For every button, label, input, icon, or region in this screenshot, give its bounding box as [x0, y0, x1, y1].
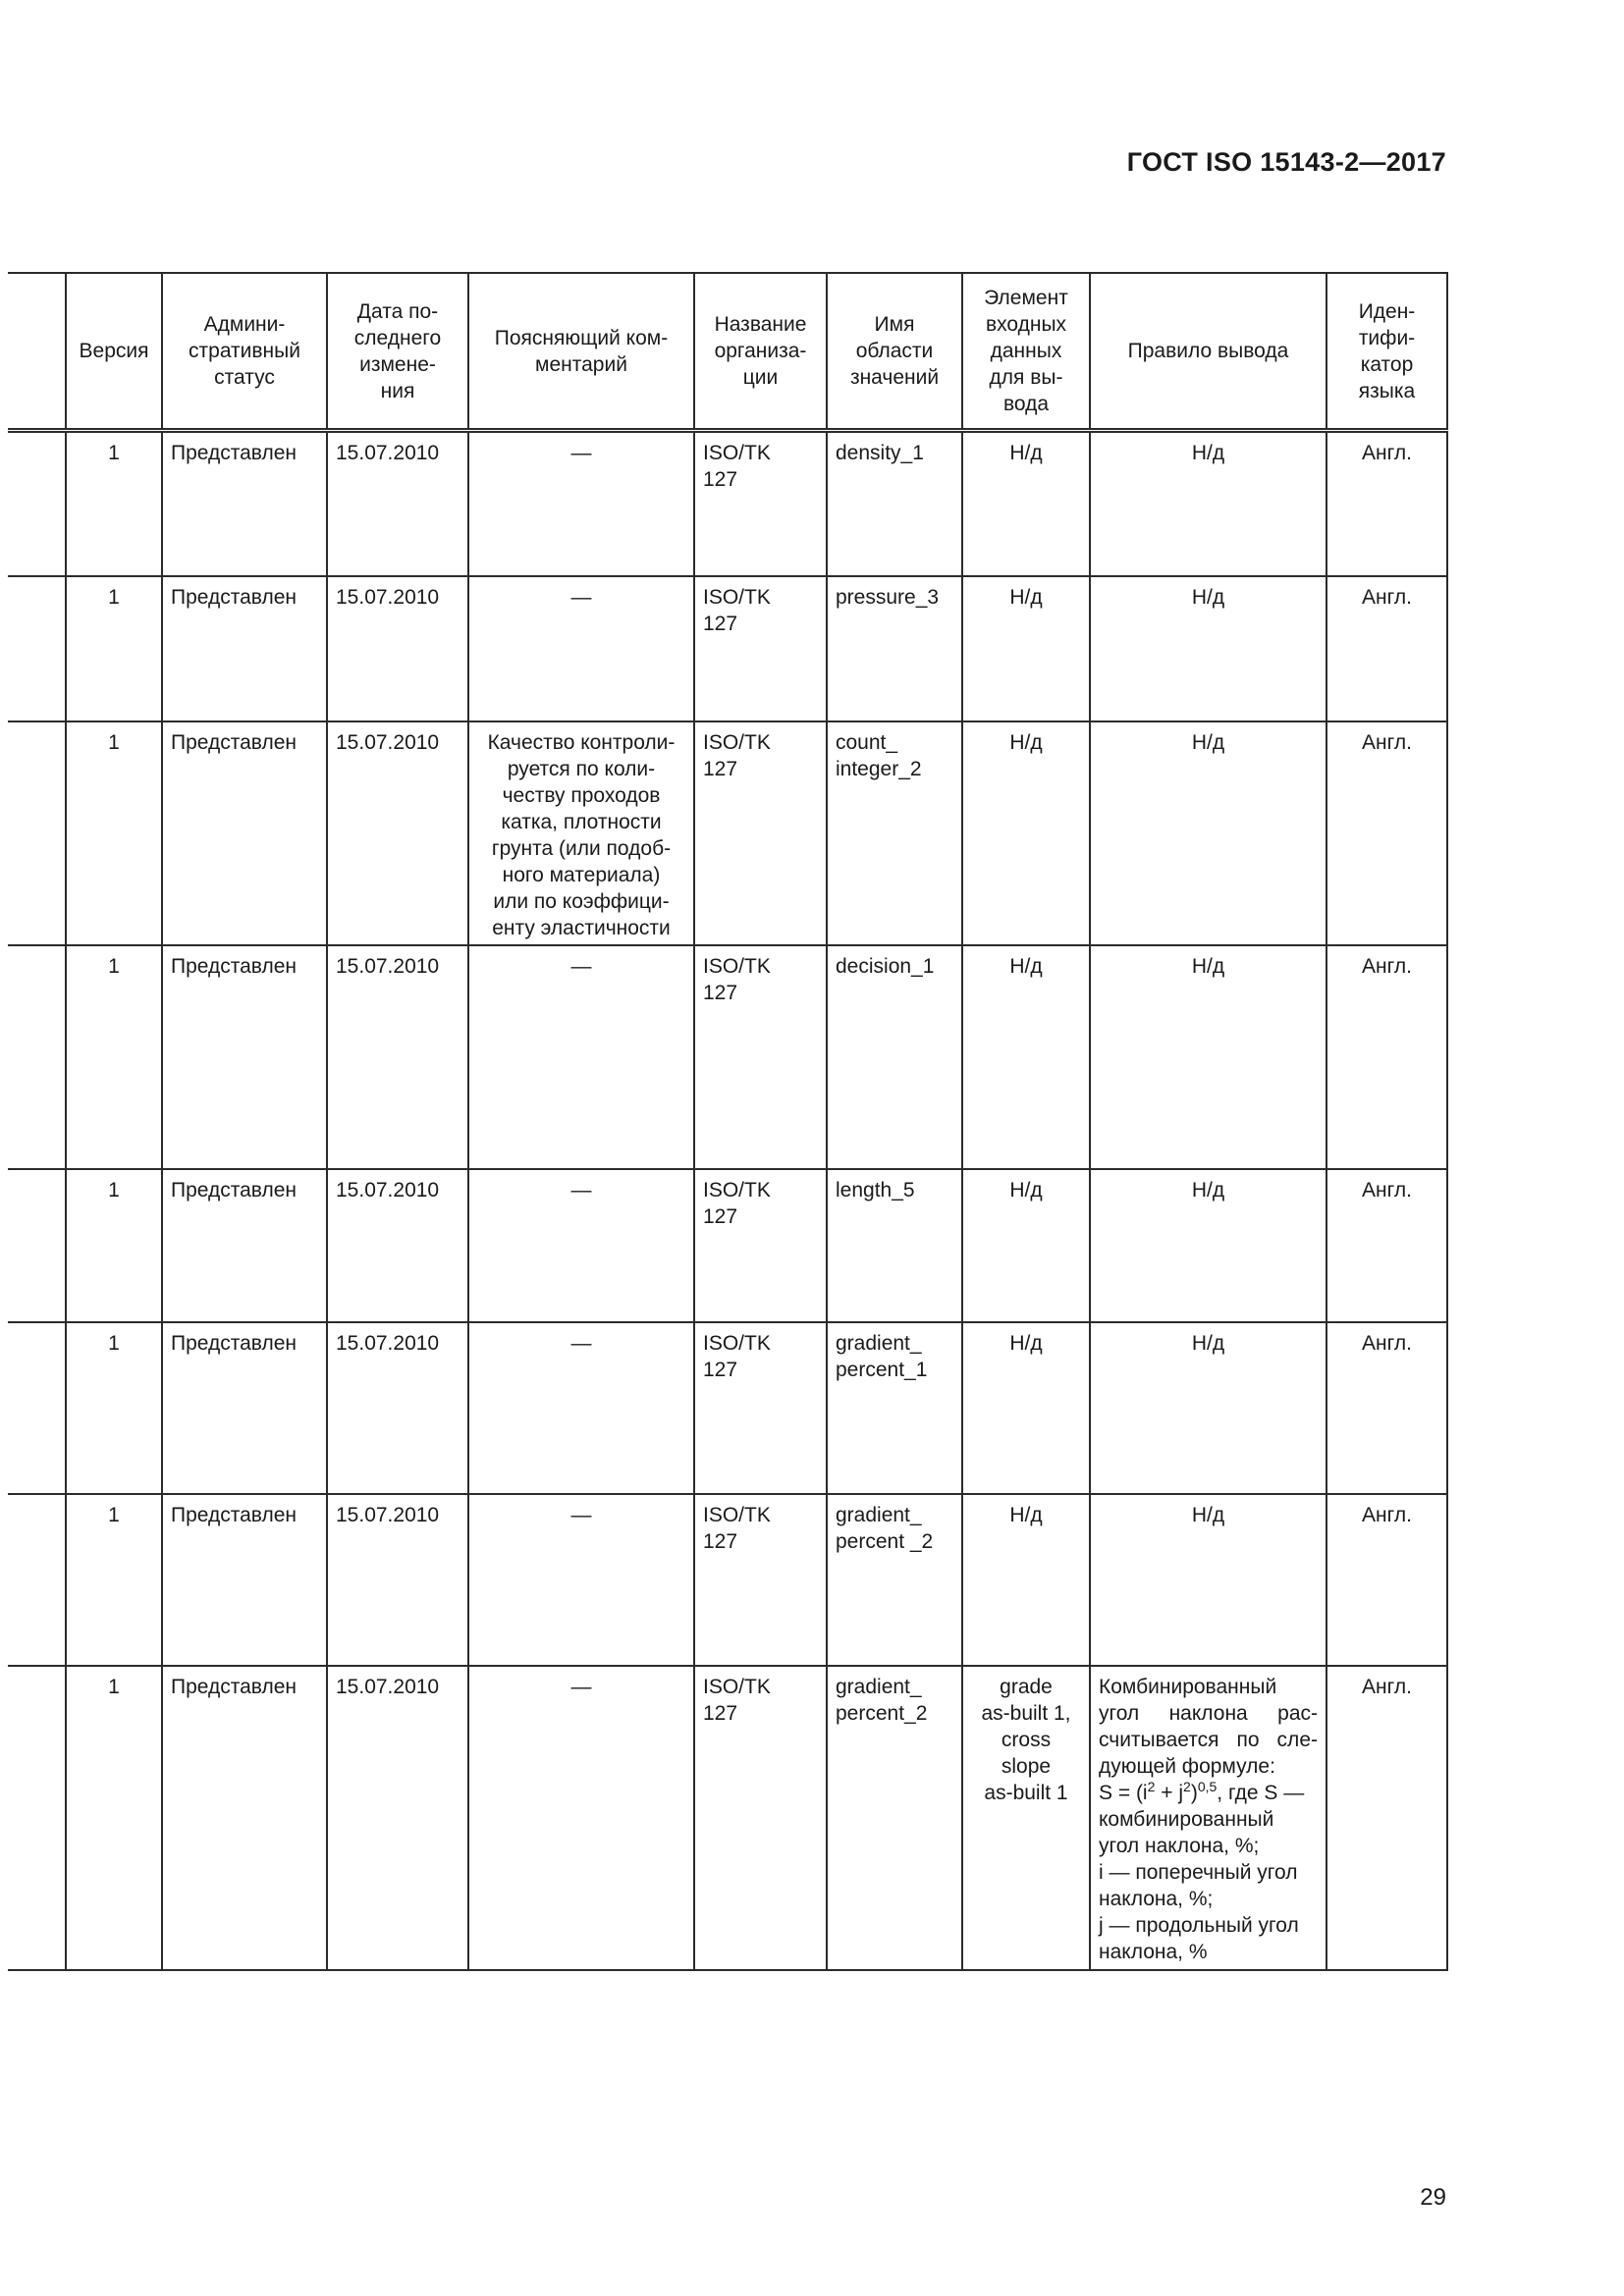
input-element-cell: Н/д [962, 1494, 1090, 1666]
column-header-blank [8, 273, 66, 431]
rule-intro: Комбинированный угол наклона рас-считывается по сле-дующей формуле: [1099, 1675, 1318, 1778]
input-element-cell: Н/д [962, 576, 1090, 721]
date-cell: 15.07.2010 [327, 1169, 468, 1322]
blank-cell [8, 1666, 66, 1970]
column-header-date: Дата по- следнего измене- ния [327, 273, 468, 431]
input-element-cell: grade as-built 1, cross slope as-built 1 [962, 1666, 1090, 1970]
blank-cell [8, 1322, 66, 1494]
blank-cell [8, 576, 66, 721]
status-cell: Представлен [162, 431, 327, 576]
domain-name-cell: gradient_ percent _2 [827, 1494, 962, 1666]
comment-cell: Качество контроли- руется по коли- честву проходов катка, плотности грунта (или подоб- ного материала) или по коэффици- енту эластичности [468, 721, 694, 945]
data-table [8, 272, 1448, 1971]
column-header-language-id: Иден- тифи- катор языка [1326, 273, 1447, 431]
status-cell: Представлен [162, 1666, 327, 1970]
derivation-rule-cell: Н/д [1090, 721, 1326, 945]
domain-name-cell: gradient_ percent_2 [827, 1666, 962, 1970]
version-cell: 1 [66, 1322, 162, 1494]
organization-cell: ISO/TK 127 [694, 431, 827, 576]
language-cell: Англ. [1326, 1322, 1447, 1494]
date-cell: 15.07.2010 [327, 1494, 468, 1666]
organization-cell: ISO/TK 127 [694, 1322, 827, 1494]
domain-name-cell: gradient_ percent_1 [827, 1322, 962, 1494]
blank-cell [8, 721, 66, 945]
date-cell: 15.07.2010 [327, 945, 468, 1169]
organization-cell: ISO/TK 127 [694, 721, 827, 945]
date-cell: 15.07.2010 [327, 1666, 468, 1970]
blank-cell [8, 1169, 66, 1322]
organization-cell: ISO/TK 127 [694, 1494, 827, 1666]
table-row [8, 1494, 1447, 1666]
organization-cell: ISO/TK 127 [694, 1666, 827, 1970]
date-cell: 15.07.2010 [327, 721, 468, 945]
version-cell: 1 [66, 945, 162, 1169]
derivation-rule-cell: Н/д [1090, 1322, 1326, 1494]
language-cell: Англ. [1326, 431, 1447, 576]
column-header-comment: Поясняющий ком- ментарий [468, 273, 694, 431]
domain-name-cell: decision_1 [827, 945, 962, 1169]
input-element-cell: Н/д [962, 431, 1090, 576]
status-cell: Представлен [162, 1322, 327, 1494]
domain-name-cell: length_5 [827, 1169, 962, 1322]
language-cell: Англ. [1326, 721, 1447, 945]
domain-name-cell: pressure_3 [827, 576, 962, 721]
column-header-version: Версия [66, 273, 162, 431]
version-cell: 1 [66, 1494, 162, 1666]
comment-cell: — [468, 431, 694, 576]
rule-line-i: i — поперечный угол наклона, %; [1099, 1860, 1298, 1910]
input-element-cell: Н/д [962, 945, 1090, 1169]
table-row [8, 945, 1447, 1169]
comment-cell: — [468, 945, 694, 1169]
derivation-rule-cell: Н/д [1090, 945, 1326, 1169]
version-cell: 1 [66, 1169, 162, 1322]
comment-cell: — [468, 576, 694, 721]
language-cell: Англ. [1326, 1169, 1447, 1322]
table-row [8, 1322, 1447, 1494]
domain-name-cell: density_1 [827, 431, 962, 576]
document-code: ГОСТ ISO 15143-2—2017 [1126, 147, 1446, 177]
table-header-row [8, 273, 1447, 431]
column-header-input-element: Элемент входных данных для вы- вода [962, 273, 1090, 431]
derivation-rule-cell: Н/д [1090, 1494, 1326, 1666]
table-row [8, 1169, 1447, 1322]
input-element-cell: Н/д [962, 721, 1090, 945]
rule-formula: $S = (i^2 + j^2)^{0,5}$, где S — [1099, 1778, 1305, 1804]
blank-cell [8, 431, 66, 576]
comment-cell: — [468, 1169, 694, 1322]
version-cell: 1 [66, 1666, 162, 1970]
version-cell: 1 [66, 721, 162, 945]
page-number: 29 [1420, 2184, 1446, 2211]
column-header-domain-name: Имя области значений [827, 273, 962, 431]
blank-cell [8, 1494, 66, 1666]
table-row [8, 1666, 1447, 1970]
comment-cell: — [468, 1666, 694, 1970]
date-cell: 15.07.2010 [327, 576, 468, 721]
language-cell: Англ. [1326, 576, 1447, 721]
table-row [8, 431, 1447, 576]
version-cell: 1 [66, 431, 162, 576]
status-cell: Представлен [162, 721, 327, 945]
comment-cell: — [468, 1322, 694, 1494]
status-cell: Представлен [162, 1169, 327, 1322]
derivation-rule-cell: Н/д [1090, 431, 1326, 576]
status-cell: Представлен [162, 1494, 327, 1666]
blank-cell [8, 945, 66, 1169]
table-row [8, 721, 1447, 945]
language-cell: Англ. [1326, 945, 1447, 1169]
date-cell: 15.07.2010 [327, 1322, 468, 1494]
column-header-derivation-rule: Правило вывода [1090, 273, 1326, 431]
date-cell: 15.07.2010 [327, 431, 468, 576]
status-cell: Представлен [162, 945, 327, 1169]
input-element-cell: Н/д [962, 1169, 1090, 1322]
derivation-rule-cell [1090, 1666, 1326, 1970]
language-cell: Англ. [1326, 1494, 1447, 1666]
derivation-rule-cell: Н/д [1090, 1169, 1326, 1322]
rule-line-combined: комбинированный угол наклона, %; [1099, 1807, 1274, 1857]
organization-cell: ISO/TK 127 [694, 1169, 827, 1322]
column-header-status: Админи- стративный статус [162, 273, 327, 431]
column-header-organization: Название организа- ции [694, 273, 827, 431]
version-cell: 1 [66, 576, 162, 721]
domain-name-cell: count_ integer_2 [827, 721, 962, 945]
organization-cell: ISO/TK 127 [694, 576, 827, 721]
status-cell: Представлен [162, 576, 327, 721]
comment-cell: — [468, 1494, 694, 1666]
derivation-rule-cell: Н/д [1090, 576, 1326, 721]
language-cell: Англ. [1326, 1666, 1447, 1970]
input-element-cell: Н/д [962, 1322, 1090, 1494]
rule-line-j: j — продольный угол наклона, % [1099, 1913, 1299, 1963]
table-row [8, 576, 1447, 721]
organization-cell: ISO/TK 127 [694, 945, 827, 1169]
